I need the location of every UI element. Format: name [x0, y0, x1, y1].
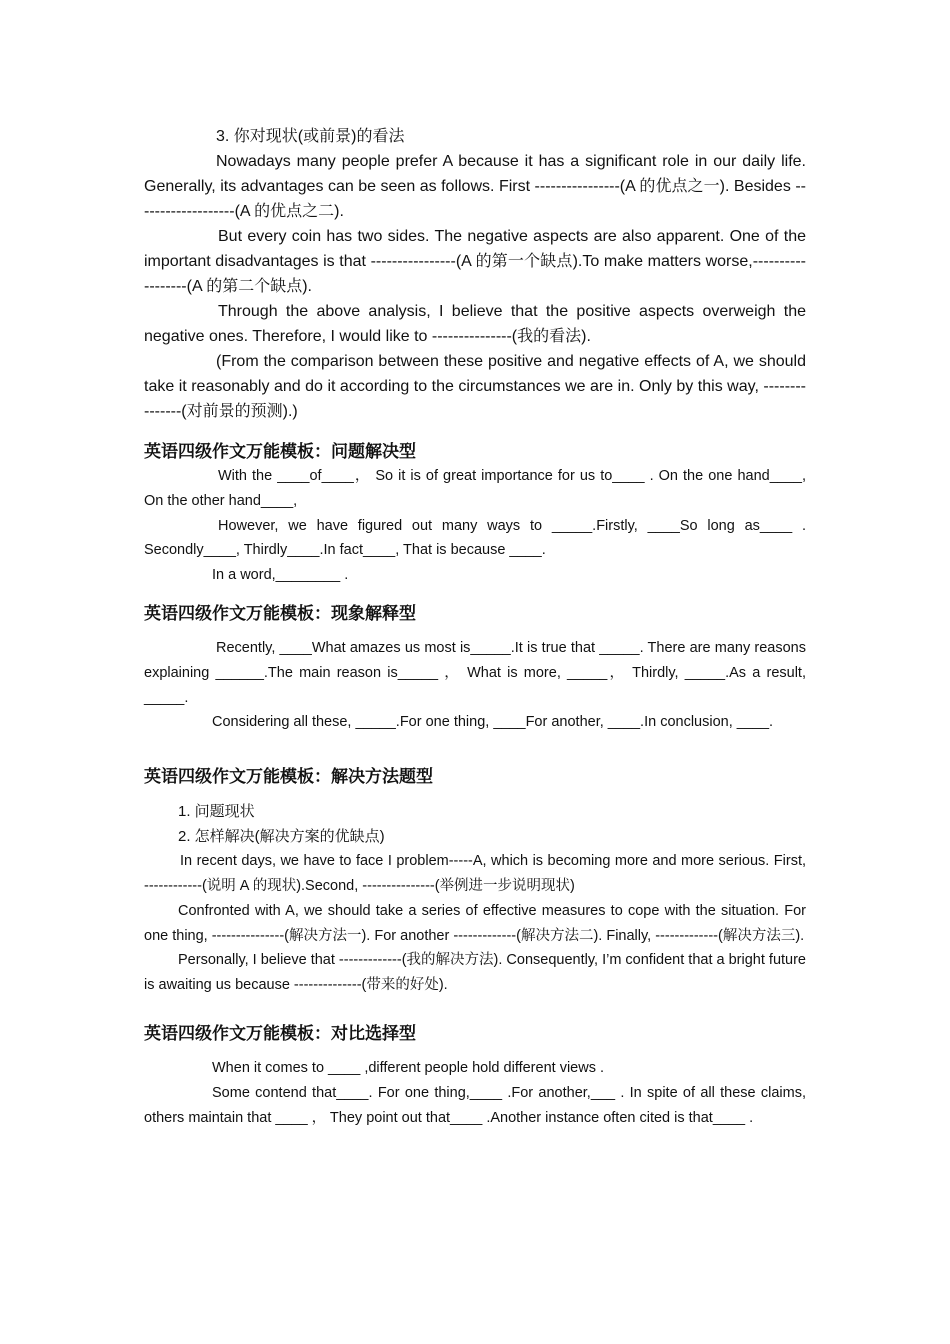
- section-title: 英语四级作文万能模板：现象解释型: [144, 603, 416, 624]
- section-title: 英语四级作文万能模板：对比选择型: [144, 1023, 416, 1044]
- paragraph: When it comes to ____ ,different people hold different views .: [212, 1059, 605, 1076]
- paragraph: Considering all these, _____.For one thing, ____For another, ____.In conclusion, ____.: [212, 714, 774, 731]
- paragraph: In recent days, we have to face I problem-----A, which is becoming more and more serious. First, ------------(说明 A 的现状).Second, ---------------(举例进一步说明现状): [144, 853, 806, 894]
- list-item: 2. 怎样解决(解决方案的优缺点): [178, 828, 385, 846]
- paragraph: Some contend that____. For one thing,____ .For another,___ . In spite of all these claims, others maintain that ____ ， They point out that____ .Another instance often cited is that____ .: [144, 1084, 806, 1126]
- document-page: [144, 124, 806, 1130]
- paragraph: (From the comparison between these positive and negative effects of A, we should take it reasonably and do it according to the circumstances we are in. Only by this way, ---------------(对前景的预测).): [144, 353, 806, 420]
- paragraph: But every coin has two sides. The negative aspects are also apparent. One of the important disadvantages is that ----------------(A 的第一个缺点).To make matters worse,------------------(A 的第二个缺点).: [144, 228, 806, 295]
- paragraph: However, we have figured out many ways to _____.Firstly, ____So long as____ . Secondly____, Thirdly____.In fact____, That is because ____.: [144, 517, 806, 559]
- paragraph: Confronted with A, we should take a series of effective measures to cope with the situation. For one thing, ---------------(解决方法一). For another -------------(解决方法二). Finally, -------------(解决方法三).: [144, 902, 806, 944]
- paragraph: Recently, ____What amazes us most is_____.It is true that _____. There are many reasons explaining ______.The main reason is_____ ， What is more, _____， Thirdly, _____.As a result, _____.: [144, 639, 806, 706]
- list-item: 1. 问题现状: [178, 803, 255, 821]
- paragraph: Personally, I believe that -------------(我的解决方法). Consequently, I’m confident that a bright future is awaiting us because --------------(带来的好处).: [144, 952, 806, 994]
- paragraph: With the ____of____， So it is of great importance for us to____ . On the one hand____, On the other hand____,: [144, 468, 806, 509]
- section-heading: 3. 你对现状(或前景)的看法: [216, 128, 405, 145]
- paragraph: Nowadays many people prefer A because it has a significant role in our daily life. Generally, its advantages can be seen as follows. First ----------------(A 的优点之一). Besides -------------------(A 的优点之二).: [144, 153, 806, 220]
- paragraph: Through the above analysis, I believe that the positive aspects overweigh the negative ones. Therefore, I would like to ---------------(我的看法).: [144, 303, 806, 345]
- section-title: 英语四级作文万能模板：解决方法题型: [144, 767, 433, 788]
- section-title: 英语四级作文万能模板：问题解决型: [144, 442, 416, 462]
- paragraph: In a word,________ .: [212, 567, 349, 584]
